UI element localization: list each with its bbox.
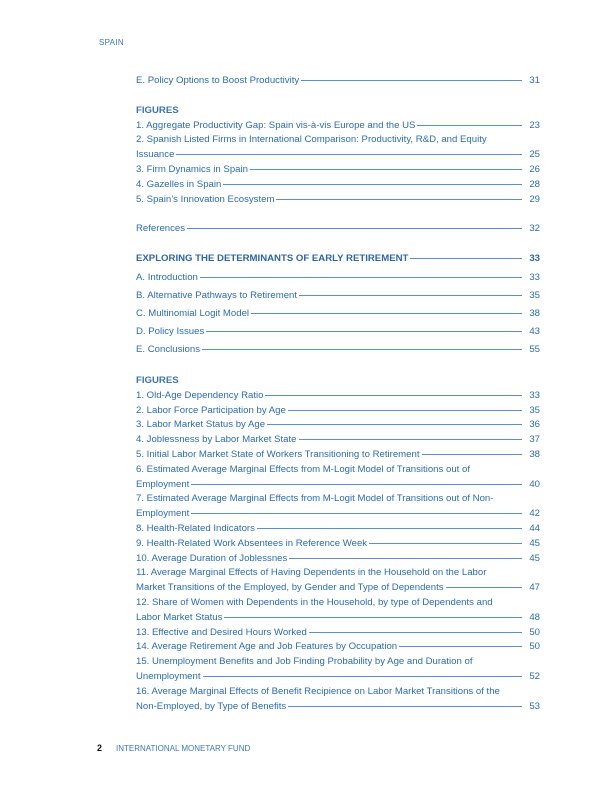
toc-entry-title: E. Conclusions: [136, 343, 200, 355]
leader-line: [223, 184, 522, 185]
toc-entry-page: 52: [529, 670, 540, 682]
toc-entry-title: 1. Old-Age Dependency Ratio: [136, 389, 264, 401]
toc-figure-entry[interactable]: [136, 178, 540, 193]
toc-entry-title-line1: 6. Estimated Average Marginal Effects from M-Logit Model of Transitions out of: [136, 463, 470, 475]
leader-line: [267, 424, 522, 425]
toc-entry-page: 36: [529, 419, 540, 431]
toc-figure-entry[interactable]: [136, 119, 540, 134]
toc-entry-title-line2: Employment: [136, 508, 190, 520]
toc-entry-page: 47: [529, 582, 540, 594]
toc-entry-title-line1: 12. Share of Women with Dependents in the Household, by type of Dependents and: [136, 596, 493, 608]
toc-entry-title: D. Policy Issues: [136, 325, 205, 337]
leader-line: [191, 484, 522, 485]
leader-line: [202, 349, 522, 350]
toc-entry-title-line2: Unemployment: [136, 670, 201, 682]
toc-entry-page: 45: [529, 552, 540, 564]
toc-entry-title-line2: Market Transitions of the Employed, by Gender and Type of Dependents: [136, 582, 444, 594]
toc-entry-page: 40: [529, 478, 540, 490]
figures-heading: FIGURES: [136, 104, 179, 116]
toc-entry-page: 38: [529, 307, 540, 319]
toc-section-entry[interactable]: [136, 323, 540, 341]
toc-part-entry[interactable]: [136, 252, 540, 267]
toc-figure-entry[interactable]: [136, 418, 540, 433]
toc-entry-page: 44: [529, 522, 540, 534]
toc-entry-references[interactable]: [136, 222, 540, 237]
toc-entry-title: 9. Health-Related Work Absentees in Reference Week: [136, 537, 368, 549]
toc-figure-entry[interactable]: [136, 193, 540, 208]
page-footer: [97, 743, 250, 753]
leader-line: [200, 277, 522, 278]
toc-entry-title-line1: 16. Average Marginal Effects of Benefit Recipience on Labor Market Transitions of the: [136, 685, 500, 697]
toc-entry-page: 25: [529, 149, 540, 161]
toc-figure-entry[interactable]: [136, 492, 540, 522]
toc-entry-page: 43: [529, 325, 540, 337]
leader-line: [206, 331, 522, 332]
toc-figure-entry[interactable]: [136, 163, 540, 178]
toc-figure-entry[interactable]: [136, 596, 540, 626]
toc-figure-entry[interactable]: [136, 133, 540, 163]
toc-entry-page: 33: [529, 271, 540, 283]
toc-entry-page: 23: [529, 119, 540, 131]
toc-figure-entry[interactable]: [136, 537, 540, 552]
toc-entry-title-line1: 15. Unemployment Benefits and Job Finding Probability by Age and Duration of: [136, 656, 473, 668]
toc-figure-entry[interactable]: [136, 566, 540, 596]
leader-line: [176, 154, 522, 155]
toc-part-title: EXPLORING THE DETERMINANTS OF EARLY RETIREMENT: [136, 253, 409, 265]
leader-line: [301, 80, 522, 81]
toc-entry-page: 38: [529, 448, 540, 460]
leader-line: [288, 706, 522, 707]
toc-entry-title-line2: Issuance: [136, 149, 175, 161]
toc-figure-entry[interactable]: [136, 655, 540, 685]
leader-line: [446, 587, 522, 588]
leader-line: [191, 513, 522, 514]
page-number: 2: [97, 743, 103, 753]
toc-figure-entry[interactable]: [136, 433, 540, 448]
toc-entry-title: 4. Gazelles in Spain: [136, 178, 222, 190]
toc-figure-entry[interactable]: [136, 552, 540, 567]
toc-entry-page: 37: [529, 434, 540, 446]
toc-entry-page: 45: [529, 537, 540, 549]
toc-entry-title-line1: 7. Estimated Average Marginal Effects from M-Logit Model of Transitions out of Non-: [136, 493, 494, 505]
leader-line: [257, 528, 522, 529]
toc-figure-entry[interactable]: [136, 448, 540, 463]
toc-entry-title: B. Alternative Pathways to Retirement: [136, 289, 298, 301]
leader-line: [410, 258, 522, 259]
toc-entry-page: 42: [529, 508, 540, 520]
toc-entry-title: 10. Average Duration of Joblessnes: [136, 552, 288, 564]
toc-entry-title: 13. Effective and Desired Hours Worked: [136, 626, 307, 638]
toc-entry-title: 3. Labor Market Status by Age: [136, 419, 266, 431]
toc-entry-title: 2. Labor Force Participation by Age: [136, 404, 286, 416]
toc-entry-page: 29: [529, 193, 540, 205]
toc-figure-entry[interactable]: [136, 640, 540, 655]
toc-entry-page: 28: [529, 178, 540, 190]
toc-entry-title: 8. Health-Related Indicators: [136, 522, 255, 534]
publisher-name: INTERNATIONAL MONETARY FUND: [116, 744, 251, 753]
toc-entry-page: 55: [529, 343, 540, 355]
running-head: SPAIN: [99, 38, 124, 47]
toc-entry[interactable]: [136, 74, 540, 89]
toc-entry-page: 31: [529, 75, 540, 86]
leader-line: [289, 558, 522, 559]
toc-entry-title-line1: 11. Average Marginal Effects of Having Dependents in the Household on the Labor: [136, 567, 487, 579]
toc-figure-entry[interactable]: [136, 389, 540, 404]
leader-line: [309, 632, 522, 633]
toc-entry-title-line2: Labor Market Status: [136, 611, 223, 623]
leader-line: [250, 169, 522, 170]
toc-section-entry[interactable]: [136, 287, 540, 305]
toc-entry-title: E. Policy Options to Boost Productivity: [136, 75, 300, 86]
toc-section-entry[interactable]: [136, 269, 540, 287]
toc-entry-title: 14. Average Retirement Age and Job Features by Occupation: [136, 641, 398, 653]
toc-entry-title: C. Multinomial Logit Model: [136, 307, 250, 319]
toc-entry-title-line1: 2. Spanish Listed Firms in International Comparison: Productivity, R&D, and Equity: [136, 134, 487, 146]
figures-heading: FIGURES: [136, 374, 179, 386]
toc-part-page: 33: [529, 253, 540, 265]
toc-entry-page: 50: [529, 641, 540, 653]
toc-entry-page: 48: [529, 611, 540, 623]
leader-line: [288, 410, 522, 411]
table-of-contents: [136, 74, 540, 714]
leader-line: [224, 617, 522, 618]
toc-entry-page: 32: [529, 223, 540, 235]
toc-entry-title: 3. Firm Dynamics in Spain: [136, 163, 248, 175]
toc-entry-page: 26: [529, 163, 540, 175]
toc-entry-title: 5. Initial Labor Market State of Workers Transitioning to Retirement: [136, 448, 420, 460]
toc-figure-entry[interactable]: [136, 404, 540, 419]
leader-line: [203, 676, 522, 677]
toc-entry-page: 35: [529, 404, 540, 416]
toc-figure-entry[interactable]: [136, 685, 540, 715]
toc-entry-title: 5. Spain’s Innovation Ecosystem: [136, 193, 275, 205]
toc-figure-entry[interactable]: [136, 522, 540, 537]
toc-entry-page: 50: [529, 626, 540, 638]
toc-entry-page: 35: [529, 289, 540, 301]
toc-figure-entry[interactable]: [136, 463, 540, 493]
leader-line: [187, 228, 522, 229]
leader-line: [422, 454, 523, 455]
toc-figure-entry[interactable]: [136, 626, 540, 641]
leader-line: [276, 199, 522, 200]
leader-line: [299, 439, 522, 440]
leader-line: [399, 646, 522, 647]
leader-line: [369, 543, 522, 544]
toc-entry-page: 33: [529, 389, 540, 401]
toc-section-entry[interactable]: [136, 341, 540, 359]
toc-entry-page: 53: [529, 700, 540, 712]
toc-entry-title: 4. Joblessness by Labor Market State: [136, 434, 297, 446]
toc-section-entry[interactable]: [136, 305, 540, 323]
leader-line: [265, 395, 522, 396]
leader-line: [251, 313, 522, 314]
leader-line: [299, 295, 522, 296]
toc-entry-title: 1. Aggregate Productivity Gap: Spain vis-à-vis Europe and the US: [136, 119, 416, 131]
toc-entry-title: A. Introduction: [136, 271, 198, 283]
leader-line: [417, 125, 522, 126]
toc-entry-title-line2: Non-Employed, by Type of Benefits: [136, 700, 287, 712]
toc-entry-title-line2: Employment: [136, 478, 190, 490]
toc-entry-title: References: [136, 223, 186, 235]
